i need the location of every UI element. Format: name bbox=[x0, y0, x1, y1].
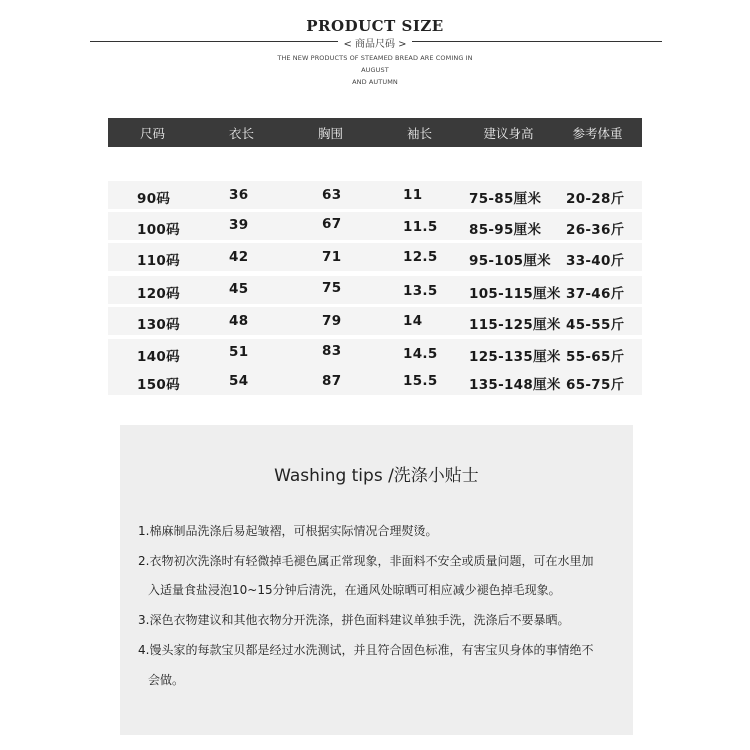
cell-weight: 55-65斤 bbox=[566, 349, 625, 365]
tip-line-3: 入适量食盐浸泡10~15分钟后清洗，在通风处晾晒可相应减少褪色掉毛现象。 bbox=[148, 583, 561, 597]
cell-height: 135-148厘米 bbox=[469, 377, 561, 393]
washing-tips-panel bbox=[120, 425, 633, 735]
cell-chest: 75 bbox=[322, 280, 342, 296]
cell-chest: 63 bbox=[322, 187, 342, 203]
table-row bbox=[108, 367, 642, 395]
cell-length: 54 bbox=[229, 373, 249, 389]
cell-height: 115-125厘米 bbox=[469, 317, 561, 333]
cell-chest: 83 bbox=[322, 343, 342, 359]
washing-tips-title: Washing tips /洗涤小贴士 bbox=[274, 466, 479, 486]
cell-weight: 37-46斤 bbox=[566, 286, 625, 302]
page-subtitle: < 商品尺码 > bbox=[343, 39, 407, 50]
size-table-header bbox=[108, 118, 642, 147]
cell-weight: 20-28斤 bbox=[566, 191, 625, 207]
header-chest: 胸围 bbox=[317, 125, 343, 141]
table-row bbox=[108, 339, 642, 367]
cell-chest: 79 bbox=[322, 313, 342, 329]
cell-size: 140码 bbox=[137, 349, 180, 365]
cell-length: 36 bbox=[229, 187, 249, 203]
cell-sleeve: 15.5 bbox=[403, 373, 438, 389]
cell-weight: 65-75斤 bbox=[566, 377, 625, 393]
cell-chest: 67 bbox=[322, 216, 342, 232]
header-sleeve: 袖长 bbox=[406, 125, 432, 141]
cell-height: 105-115厘米 bbox=[469, 286, 561, 302]
cell-size: 110码 bbox=[137, 253, 180, 269]
cell-size: 120码 bbox=[137, 286, 180, 302]
header-weight: 参考体重 bbox=[572, 125, 623, 141]
cell-height: 125-135厘米 bbox=[469, 349, 561, 365]
cell-height: 85-95厘米 bbox=[469, 222, 542, 238]
tagline-line-2: AND AUTUMN bbox=[352, 78, 398, 86]
cell-size: 90码 bbox=[137, 191, 171, 207]
tagline-line-1: THE NEW PRODUCTS OF STEAMED BREAD ARE COMING IN AUGUST bbox=[277, 54, 473, 74]
header-size: 尺码 bbox=[139, 125, 165, 141]
header-length: 衣长 bbox=[228, 125, 254, 141]
tagline bbox=[270, 52, 480, 88]
tip-line-4: 3.深色衣物建议和其他衣物分开洗涤，拼色面料建议单独手洗，洗涤后不要暴晒。 bbox=[138, 613, 570, 627]
table-row bbox=[108, 243, 642, 271]
cell-length: 42 bbox=[229, 249, 249, 265]
cell-weight: 26-36斤 bbox=[566, 222, 625, 238]
cell-sleeve: 14 bbox=[403, 313, 423, 329]
cell-weight: 45-55斤 bbox=[566, 317, 625, 333]
cell-height: 75-85厘米 bbox=[469, 191, 542, 207]
cell-height: 95-105厘米 bbox=[469, 253, 551, 269]
cell-size: 150码 bbox=[137, 377, 180, 393]
cell-chest: 71 bbox=[322, 249, 342, 265]
tip-line-5: 4.馒头家的每款宝贝都是经过水洗测试，并且符合固色标准，有害宝贝身体的事情绝不 bbox=[138, 643, 594, 657]
cell-chest: 87 bbox=[322, 373, 342, 389]
cell-sleeve: 12.5 bbox=[403, 249, 438, 265]
tip-line-1: 1.棉麻制品洗涤后易起皱褶，可根据实际情况合理熨烫。 bbox=[138, 524, 438, 538]
table-row bbox=[108, 307, 642, 335]
cell-sleeve: 11 bbox=[403, 187, 423, 203]
header-height: 建议身高 bbox=[483, 125, 534, 141]
cell-length: 48 bbox=[229, 313, 249, 329]
tip-line-6: 会做。 bbox=[148, 673, 185, 687]
cell-length: 39 bbox=[229, 217, 249, 233]
tip-line-2: 2.衣物初次洗涤时有轻微掉毛褪色属正常现象，非面料不安全或质量问题，可在水里加 bbox=[138, 554, 594, 568]
cell-sleeve: 14.5 bbox=[403, 346, 438, 362]
cell-sleeve: 13.5 bbox=[403, 283, 438, 299]
cell-size: 130码 bbox=[137, 317, 180, 333]
cell-size: 100码 bbox=[137, 222, 180, 238]
cell-length: 45 bbox=[229, 281, 249, 297]
cell-sleeve: 11.5 bbox=[403, 219, 438, 235]
page-title: PRODUCT SIZE bbox=[306, 17, 444, 35]
table-row bbox=[108, 212, 642, 240]
cell-length: 51 bbox=[229, 344, 249, 360]
table-row bbox=[108, 181, 642, 209]
cell-weight: 33-40斤 bbox=[566, 253, 625, 269]
table-row bbox=[108, 276, 642, 304]
